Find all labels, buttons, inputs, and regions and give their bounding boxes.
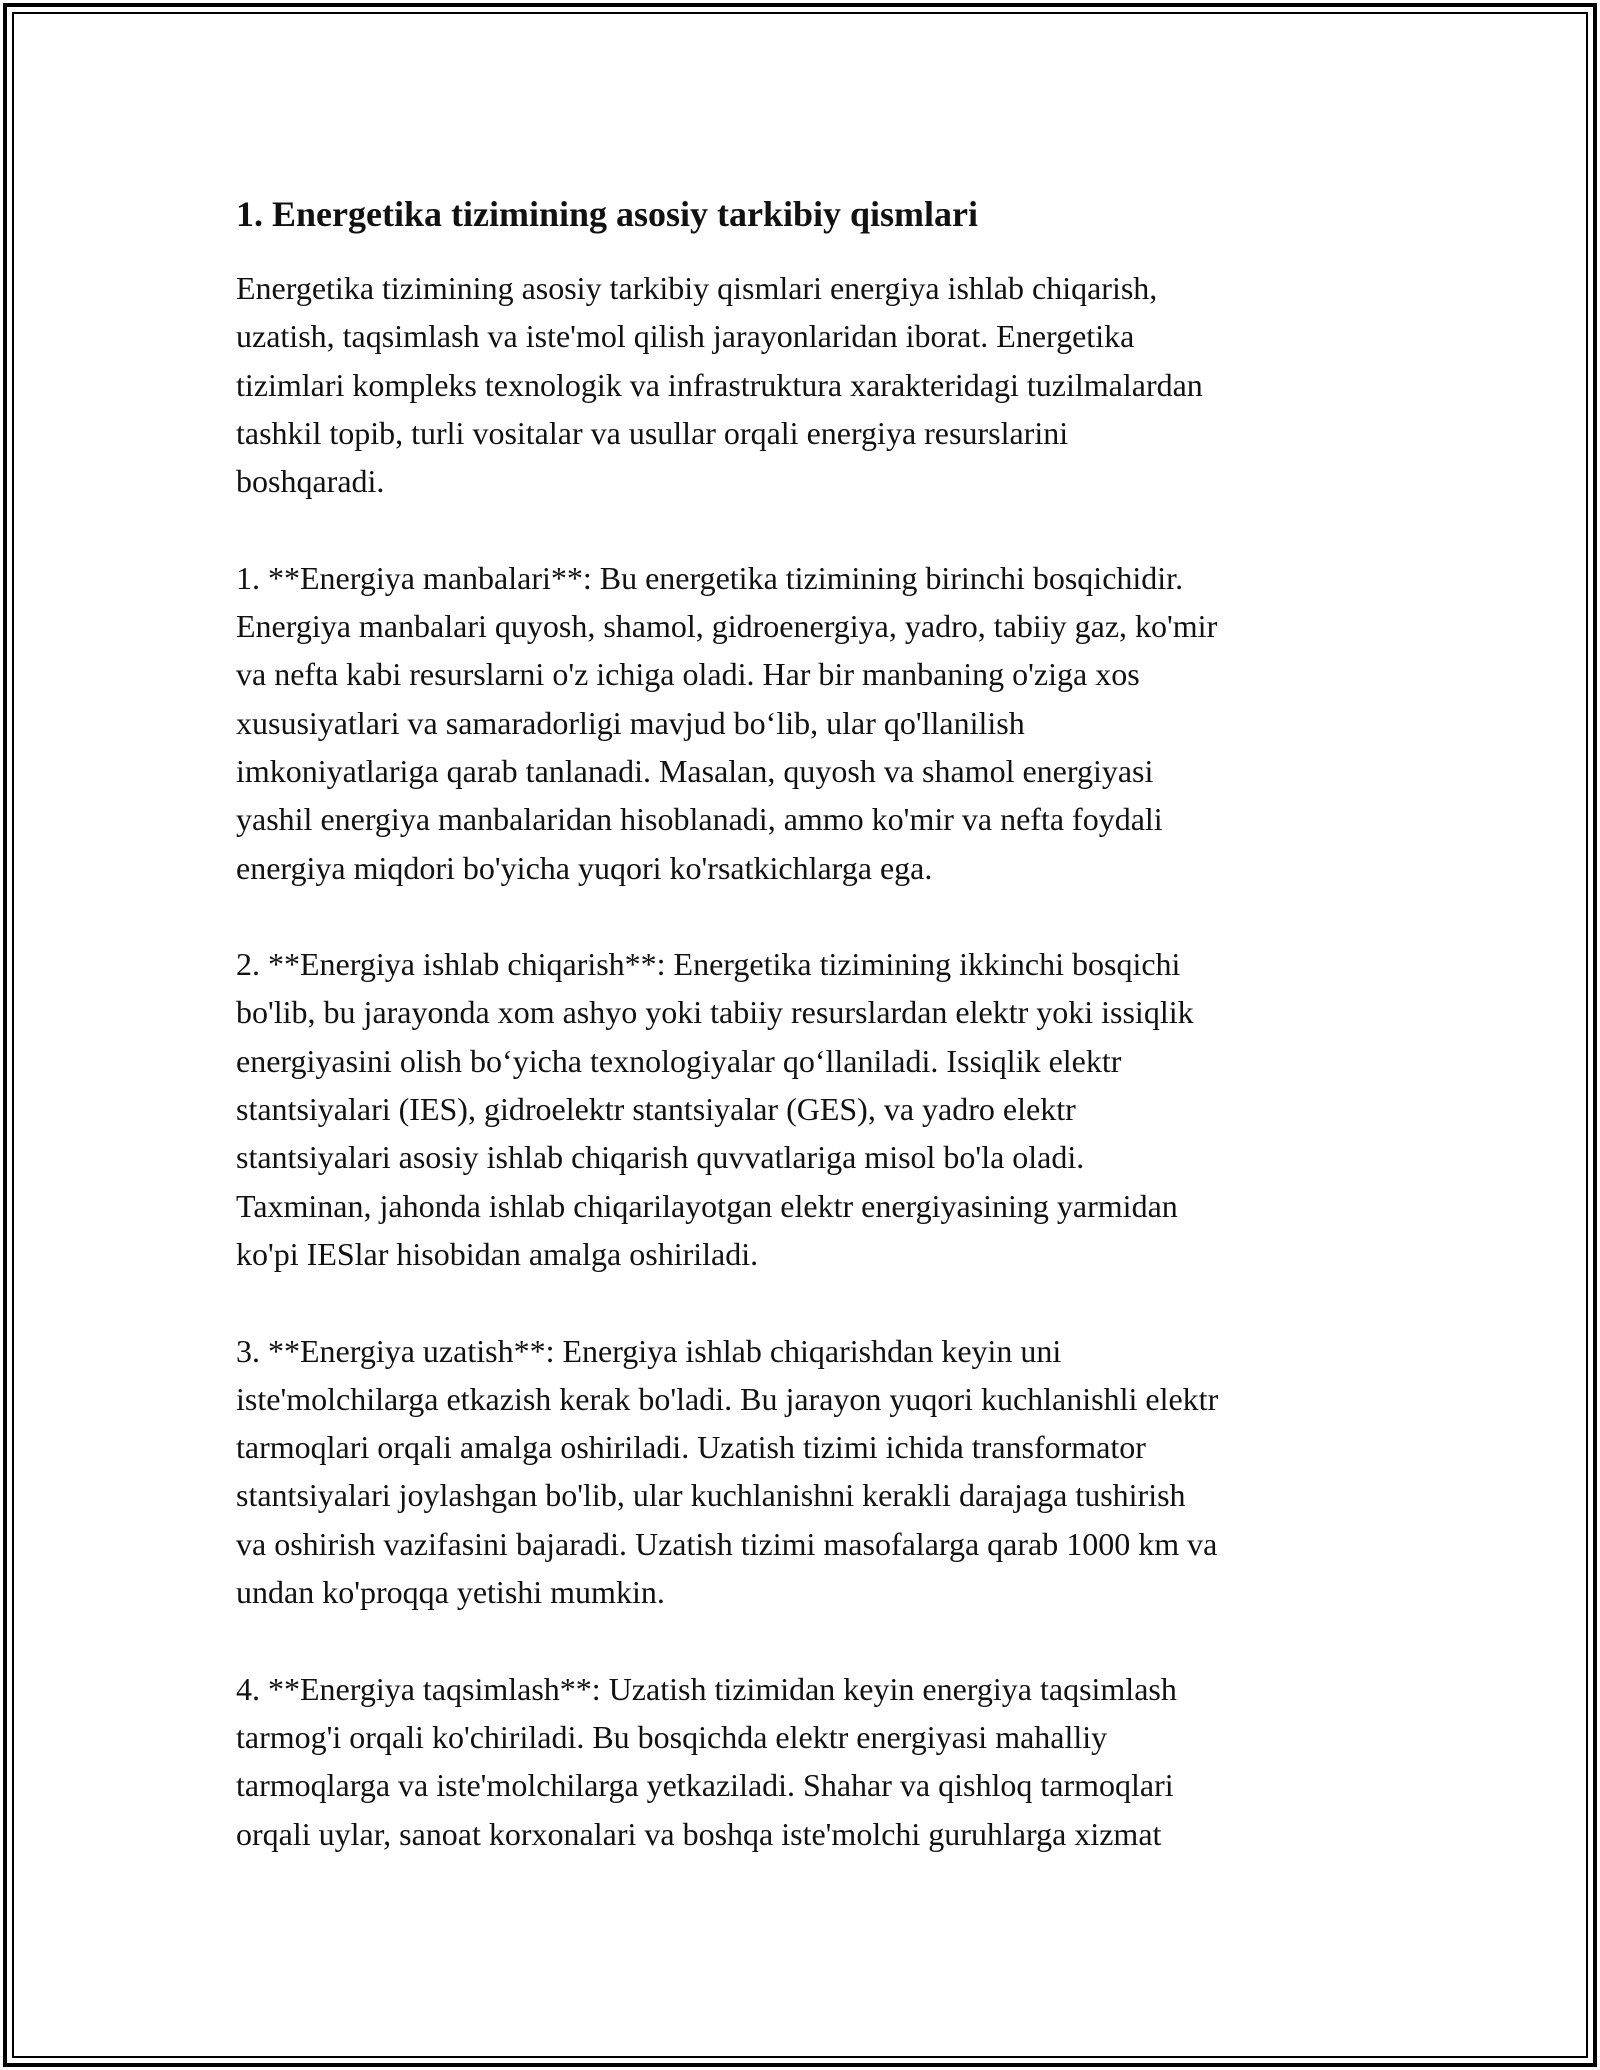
text-line: Energiya manbalari quyosh, shamol, gidroenergiya, yadro, tabiiy gaz, ko'mir (236, 608, 1218, 645)
text-line: xususiyatlari va samaradorligi mavjud bo‘lib, ular qo'llanilish (236, 704, 1025, 741)
intro-paragraph (236, 264, 1376, 505)
text-line: Taxminan, jahonda ishlab chiqarilayotgan elektr energiyasining yarmidan (236, 1187, 1178, 1224)
text-line: boshqaradi. (236, 463, 385, 500)
text-line: uzatish, taqsimlash va iste'mol qilish jarayonlaridan iborat. Energetika (236, 318, 1135, 355)
energy-sources-paragraph (236, 554, 1376, 892)
text-line: yashil energiya manbalaridan hisoblanadi, ammo ko'mir va nefta foydali (236, 801, 1163, 838)
text-line: stantsiyalari joylashgan bo'lib, ular kuchlanishni kerakli darajaga tushirish (236, 1477, 1186, 1514)
text-line: orqali uylar, sanoat korxonalari va boshqa iste'molchi guruhlarga xizmat (236, 1815, 1162, 1852)
text-line: stantsiyalari asosiy ishlab chiqarish quvvatlariga misol bo'la oladi. (236, 1139, 1085, 1176)
text-line: stantsiyalari (IES), gidroelektr stantsiyalar (GES), va yadro elektr (236, 1091, 1076, 1128)
text-line: 1. **Energiya manbalari**: Bu energetika tizimining birinchi bosqichidir. (236, 559, 1184, 596)
section-heading: 1. Energetika tizimining asosiy tarkibiy qismlari (236, 194, 979, 234)
text-line: Energetika tizimining asosiy tarkibiy qismlari energiya ishlab chiqarish, (236, 270, 1158, 306)
text-line: 4. **Energiya taqsimlash**: Uzatish tizimidan keyin energiya taqsimlash (236, 1670, 1177, 1707)
text-line: tarmoqlarga va iste'molchilarga yetkaziladi. Shahar va qishloq tarmoqlari (236, 1767, 1174, 1804)
text-line: undan ko'proqqa yetishi mumkin. (236, 1574, 665, 1611)
text-line: energiyasini olish bo‘yicha texnologiyalar qo‘llaniladi. Issiqlik elektr (236, 1042, 1122, 1079)
document-body (236, 186, 1376, 1858)
energy-distribution-paragraph (236, 1665, 1376, 1858)
text-line: 2. **Energiya ishlab chiqarish**: Energetika tizimining ikkinchi bosqichi (236, 946, 1181, 983)
text-line: tashkil topib, turli vositalar va usullar orqali energiya resurslarini (236, 414, 1069, 451)
text-line: imkoniyatlariga qarab tanlanadi. Masalan, quyosh va shamol energiyasi (236, 752, 1154, 789)
text-line: tarmoqlari orqali amalga oshiriladi. Uzatish tizimi ichida transformator (236, 1429, 1146, 1466)
text-line: bo'lib, bu jarayonda xom ashyo yoki tabiiy resurslardan elektr yoki issiqlik (236, 994, 1194, 1031)
text-line: tizimlari kompleks texnologik va infrastruktura xarakteridagi tuzilmalardan (236, 366, 1203, 403)
text-line: energiya miqdori bo'yicha yuqori ko'rsatkichlarga ega. (236, 849, 933, 886)
text-line: ko'pi IESlar hisobidan amalga oshiriladi. (236, 1235, 759, 1272)
text-line: 3. **Energiya uzatish**: Energiya ishlab chiqarishdan keyin uni (236, 1332, 1062, 1369)
energy-production-paragraph (236, 940, 1376, 1278)
text-line: tarmog'i orqali ko'chiriladi. Bu bosqichda elektr energiyasi mahalliy (236, 1718, 1108, 1755)
energy-transmission-paragraph (236, 1327, 1376, 1617)
text-line: va nefta kabi resurslarni o'z ichiga oladi. Har bir manbaning o'ziga xos (236, 656, 1140, 693)
text-line: va oshirish vazifasini bajaradi. Uzatish tizimi masofalarga qarab 1000 km va (236, 1525, 1218, 1562)
text-line: iste'molchilarga etkazish kerak bo'ladi. Bu jarayon yuqori kuchlanishli elektr (236, 1380, 1219, 1417)
